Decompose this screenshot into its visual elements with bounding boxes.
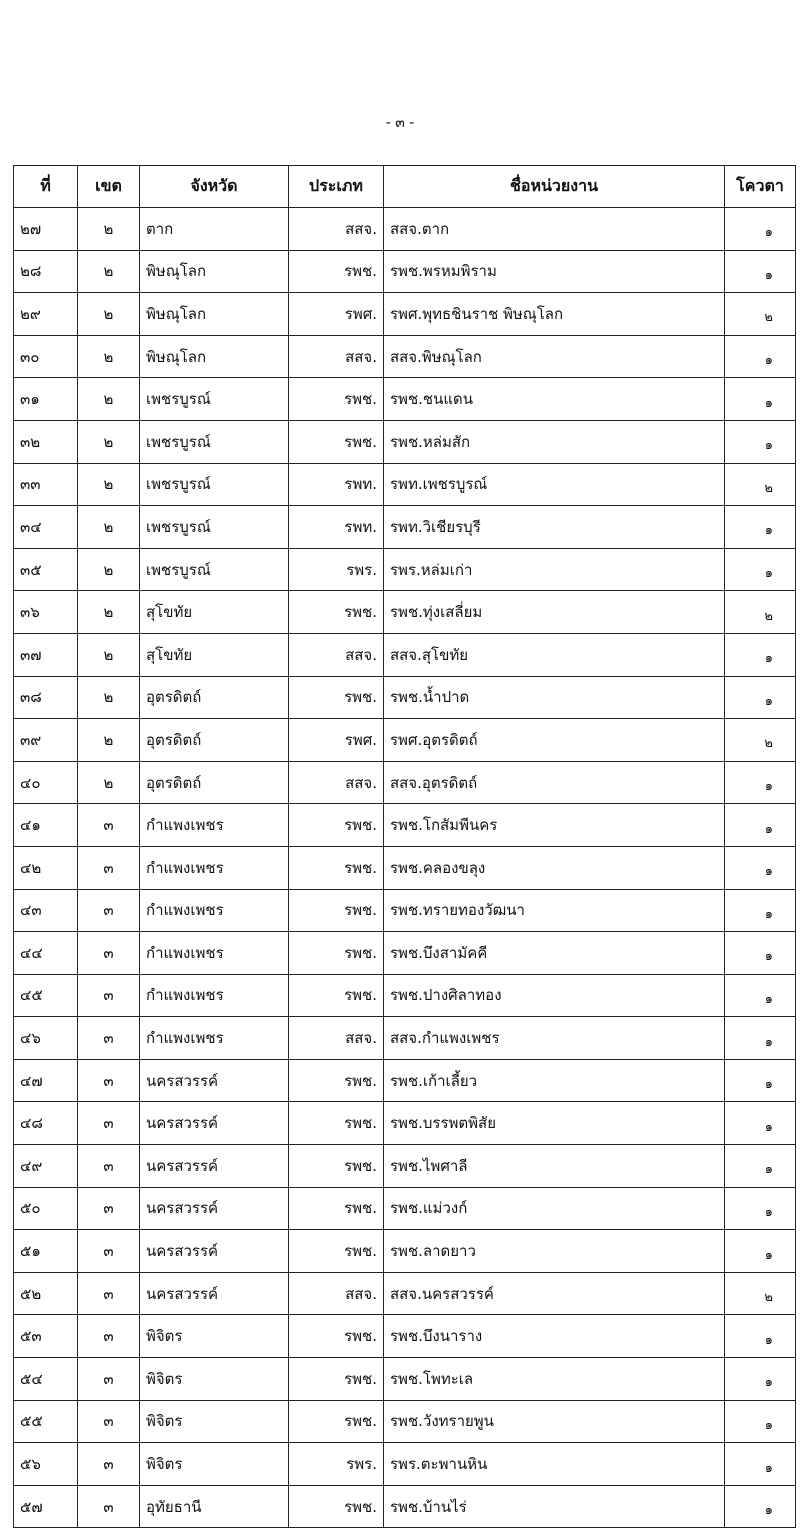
table-header-row	[14, 166, 796, 208]
quota-cell: ๑	[725, 932, 796, 975]
quota-cell: ๑	[725, 1102, 796, 1145]
row-number-cell: ๒๘	[14, 250, 78, 293]
unit-type-cell: รพช.	[289, 1145, 384, 1188]
region-cell: ๓	[78, 974, 140, 1017]
table-row	[14, 1272, 796, 1315]
quota-cell: ๑	[725, 506, 796, 549]
region-cell: ๓	[78, 1315, 140, 1358]
unit-type-cell: รพช.	[289, 804, 384, 847]
quota-cell: ๑	[725, 846, 796, 889]
unit-type-cell: รพช.	[289, 250, 384, 293]
unit-type-cell: รพช.	[289, 1358, 384, 1401]
table-row	[14, 1315, 796, 1358]
region-cell: ๒	[78, 506, 140, 549]
table-row	[14, 1145, 796, 1188]
unit-type-cell: รพช.	[289, 1059, 384, 1102]
region-cell: ๓	[78, 1017, 140, 1060]
table-row	[14, 676, 796, 719]
table-row	[14, 293, 796, 336]
unit-type-cell: รพศ.	[289, 293, 384, 336]
row-number-cell: ๕๓	[14, 1315, 78, 1358]
unit-type-cell: รพช.	[289, 932, 384, 975]
province-cell: อุตรดิตถ์	[140, 719, 289, 762]
province-cell: พิจิตร	[140, 1315, 289, 1358]
row-number-cell: ๓๓	[14, 463, 78, 506]
unit-name-cell: สสจ.ตาก	[384, 208, 725, 251]
row-number-cell: ๓๑	[14, 378, 78, 421]
table-row	[14, 1017, 796, 1060]
region-cell: ๒	[78, 761, 140, 804]
unit-name-cell: รพศ.อุตรดิตถ์	[384, 719, 725, 762]
row-number-cell: ๓๔	[14, 506, 78, 549]
province-cell: เพชรบูรณ์	[140, 506, 289, 549]
quota-cell: ๑	[725, 548, 796, 591]
region-cell: ๒	[78, 293, 140, 336]
region-cell: ๒	[78, 250, 140, 293]
province-cell: ตาก	[140, 208, 289, 251]
quota-cell: ๑	[725, 420, 796, 463]
unit-name-cell: รพร.ตะพานหิน	[384, 1443, 725, 1486]
row-number-cell: ๓๕	[14, 548, 78, 591]
region-cell: ๓	[78, 1230, 140, 1273]
province-cell: เพชรบูรณ์	[140, 378, 289, 421]
unit-name-cell: รพศ.พุทธชินราช พิษณุโลก	[384, 293, 725, 336]
unit-type-cell: สสจ.	[289, 208, 384, 251]
province-cell: กำแพงเพชร	[140, 1017, 289, 1060]
unit-name-cell: รพท.เพชรบูรณ์	[384, 463, 725, 506]
quota-cell: ๒	[725, 719, 796, 762]
table-row	[14, 420, 796, 463]
table-row	[14, 1400, 796, 1443]
unit-name-cell: รพช.บ้านไร่	[384, 1485, 725, 1528]
table-row	[14, 250, 796, 293]
unit-type-cell: สสจ.	[289, 335, 384, 378]
unit-type-cell: สสจ.	[289, 1272, 384, 1315]
table-row	[14, 932, 796, 975]
quota-cell: ๑	[725, 335, 796, 378]
unit-name-cell: รพช.คลองขลุง	[384, 846, 725, 889]
province-cell: พิษณุโลก	[140, 335, 289, 378]
region-cell: ๒	[78, 463, 140, 506]
region-cell: ๒	[78, 335, 140, 378]
table-row	[14, 1485, 796, 1528]
province-cell: เพชรบูรณ์	[140, 548, 289, 591]
unit-type-cell: รพช.	[289, 1315, 384, 1358]
unit-name-cell: รพช.ไพศาลี	[384, 1145, 725, 1188]
table-row	[14, 335, 796, 378]
table-row	[14, 1358, 796, 1401]
quota-cell: ๑	[725, 250, 796, 293]
unit-type-cell: รพช.	[289, 420, 384, 463]
row-number-cell: ๔๙	[14, 1145, 78, 1188]
header-region: เขต	[78, 166, 140, 208]
unit-name-cell: รพช.บรรพตพิสัย	[384, 1102, 725, 1145]
unit-name-cell: รพช.ลาดยาว	[384, 1230, 725, 1273]
row-number-cell: ๕๖	[14, 1443, 78, 1486]
province-cell: พิษณุโลก	[140, 293, 289, 336]
quota-cell: ๑	[725, 1230, 796, 1273]
region-cell: ๒	[78, 633, 140, 676]
province-cell: กำแพงเพชร	[140, 846, 289, 889]
province-cell: สุโขทัย	[140, 591, 289, 634]
table-row	[14, 974, 796, 1017]
row-number-cell: ๒๗	[14, 208, 78, 251]
province-cell: นครสวรรค์	[140, 1102, 289, 1145]
unit-type-cell: สสจ.	[289, 761, 384, 804]
unit-name-cell: รพช.น้ำปาด	[384, 676, 725, 719]
quota-cell: ๑	[725, 1187, 796, 1230]
unit-name-cell: สสจ.อุตรดิตถ์	[384, 761, 725, 804]
unit-type-cell: รพช.	[289, 1485, 384, 1528]
quota-cell: ๑	[725, 1485, 796, 1528]
province-cell: นครสวรรค์	[140, 1272, 289, 1315]
unit-name-cell: รพช.แม่วงก์	[384, 1187, 725, 1230]
region-cell: ๓	[78, 1272, 140, 1315]
unit-name-cell: รพช.หล่มสัก	[384, 420, 725, 463]
unit-name-cell: รพช.เก้าเลี้ยว	[384, 1059, 725, 1102]
quota-cell: ๒	[725, 591, 796, 634]
row-number-cell: ๕๐	[14, 1187, 78, 1230]
province-cell: พิจิตร	[140, 1443, 289, 1486]
region-cell: ๓	[78, 1485, 140, 1528]
region-cell: ๓	[78, 804, 140, 847]
quota-cell: ๑	[725, 633, 796, 676]
row-number-cell: ๕๗	[14, 1485, 78, 1528]
quota-cell: ๑	[725, 1017, 796, 1060]
quota-table	[13, 165, 796, 1528]
region-cell: ๓	[78, 1059, 140, 1102]
province-cell: พิจิตร	[140, 1358, 289, 1401]
quota-cell: ๑	[725, 974, 796, 1017]
row-number-cell: ๔๐	[14, 761, 78, 804]
table-row	[14, 1102, 796, 1145]
table-row	[14, 506, 796, 549]
unit-type-cell: รพร.	[289, 548, 384, 591]
province-cell: อุตรดิตถ์	[140, 676, 289, 719]
region-cell: ๒	[78, 548, 140, 591]
region-cell: ๓	[78, 846, 140, 889]
row-number-cell: ๓๖	[14, 591, 78, 634]
header-type: ประเภท	[289, 166, 384, 208]
header-no: ที่	[14, 166, 78, 208]
row-number-cell: ๔๑	[14, 804, 78, 847]
table-row	[14, 846, 796, 889]
province-cell: พิษณุโลก	[140, 250, 289, 293]
quota-cell: ๑	[725, 804, 796, 847]
unit-type-cell: รพร.	[289, 1443, 384, 1486]
table-row	[14, 591, 796, 634]
region-cell: ๒	[78, 378, 140, 421]
unit-name-cell: รพช.ทุ่งเสลี่ยม	[384, 591, 725, 634]
region-cell: ๒	[78, 420, 140, 463]
unit-name-cell: รพช.พรหมพิราม	[384, 250, 725, 293]
unit-type-cell: รพช.	[289, 1102, 384, 1145]
unit-type-cell: รพช.	[289, 846, 384, 889]
header-unit-name: ชื่อหน่วยงาน	[384, 166, 725, 208]
province-cell: นครสวรรค์	[140, 1187, 289, 1230]
unit-type-cell: รพท.	[289, 463, 384, 506]
table-row	[14, 548, 796, 591]
region-cell: ๓	[78, 932, 140, 975]
row-number-cell: ๓๘	[14, 676, 78, 719]
page-number: - ๓ -	[385, 115, 415, 131]
unit-name-cell: รพช.ทรายทองวัฒนา	[384, 889, 725, 932]
quota-cell: ๑	[725, 889, 796, 932]
unit-name-cell: รพช.บึงนาราง	[384, 1315, 725, 1358]
province-cell: พิจิตร	[140, 1400, 289, 1443]
row-number-cell: ๕๕	[14, 1400, 78, 1443]
row-number-cell: ๓๙	[14, 719, 78, 762]
table-row	[14, 1187, 796, 1230]
region-cell: ๒	[78, 591, 140, 634]
row-number-cell: ๓๒	[14, 420, 78, 463]
unit-name-cell: สสจ.สุโขทัย	[384, 633, 725, 676]
province-cell: สุโขทัย	[140, 633, 289, 676]
quota-cell: ๑	[725, 761, 796, 804]
table-row	[14, 633, 796, 676]
row-number-cell: ๓๐	[14, 335, 78, 378]
row-number-cell: ๔๘	[14, 1102, 78, 1145]
region-cell: ๓	[78, 1358, 140, 1401]
table-row	[14, 761, 796, 804]
table-row	[14, 1059, 796, 1102]
region-cell: ๓	[78, 1145, 140, 1188]
quota-cell: ๑	[725, 378, 796, 421]
quota-cell: ๑	[725, 1145, 796, 1188]
header-quota: โควตา	[725, 166, 796, 208]
row-number-cell: ๓๗	[14, 633, 78, 676]
province-cell: กำแพงเพชร	[140, 974, 289, 1017]
row-number-cell: ๕๒	[14, 1272, 78, 1315]
row-number-cell: ๕๑	[14, 1230, 78, 1273]
unit-name-cell: สสจ.นครสวรรค์	[384, 1272, 725, 1315]
unit-type-cell: รพท.	[289, 506, 384, 549]
province-cell: กำแพงเพชร	[140, 889, 289, 932]
quota-cell: ๒	[725, 1272, 796, 1315]
region-cell: ๓	[78, 1400, 140, 1443]
table-row	[14, 1230, 796, 1273]
unit-name-cell: รพช.วังทรายพูน	[384, 1400, 725, 1443]
unit-name-cell: รพช.บึงสามัคคี	[384, 932, 725, 975]
unit-name-cell: รพท.วิเชียรบุรี	[384, 506, 725, 549]
quota-cell: ๑	[725, 1059, 796, 1102]
unit-type-cell: รพช.	[289, 1187, 384, 1230]
province-cell: นครสวรรค์	[140, 1059, 289, 1102]
province-cell: กำแพงเพชร	[140, 932, 289, 975]
table-row	[14, 889, 796, 932]
unit-name-cell: สสจ.กำแพงเพชร	[384, 1017, 725, 1060]
region-cell: ๒	[78, 676, 140, 719]
province-cell: กำแพงเพชร	[140, 804, 289, 847]
unit-name-cell: รพช.ปางศิลาทอง	[384, 974, 725, 1017]
quota-cell: ๒	[725, 293, 796, 336]
table-row	[14, 463, 796, 506]
unit-type-cell: รพช.	[289, 1230, 384, 1273]
province-cell: นครสวรรค์	[140, 1230, 289, 1273]
unit-name-cell: สสจ.พิษณุโลก	[384, 335, 725, 378]
quota-cell: ๑	[725, 1358, 796, 1401]
table-row	[14, 208, 796, 251]
quota-cell: ๒	[725, 463, 796, 506]
unit-type-cell: รพช.	[289, 1400, 384, 1443]
province-cell: เพชรบูรณ์	[140, 420, 289, 463]
row-number-cell: ๔๓	[14, 889, 78, 932]
unit-type-cell: รพศ.	[289, 719, 384, 762]
unit-type-cell: สสจ.	[289, 633, 384, 676]
unit-name-cell: รพช.โพทะเล	[384, 1358, 725, 1401]
unit-name-cell: รพช.ชนแดน	[384, 378, 725, 421]
province-cell: อุทัยธานี	[140, 1485, 289, 1528]
unit-name-cell: รพร.หล่มเก่า	[384, 548, 725, 591]
quota-cell: ๑	[725, 1400, 796, 1443]
unit-type-cell: รพช.	[289, 676, 384, 719]
table-row	[14, 719, 796, 762]
row-number-cell: ๔๖	[14, 1017, 78, 1060]
region-cell: ๒	[78, 719, 140, 762]
region-cell: ๓	[78, 1187, 140, 1230]
row-number-cell: ๔๕	[14, 974, 78, 1017]
unit-type-cell: รพช.	[289, 378, 384, 421]
province-cell: นครสวรรค์	[140, 1145, 289, 1188]
unit-type-cell: รพช.	[289, 974, 384, 1017]
region-cell: ๓	[78, 889, 140, 932]
region-cell: ๓	[78, 1443, 140, 1486]
quota-cell: ๑	[725, 1315, 796, 1358]
header-province: จังหวัด	[140, 166, 289, 208]
unit-type-cell: รพช.	[289, 591, 384, 634]
quota-cell: ๑	[725, 208, 796, 251]
table-row	[14, 1443, 796, 1486]
unit-type-cell: รพช.	[289, 889, 384, 932]
row-number-cell: ๔๗	[14, 1059, 78, 1102]
region-cell: ๒	[78, 208, 140, 251]
row-number-cell: ๒๙	[14, 293, 78, 336]
table-row	[14, 804, 796, 847]
quota-cell: ๑	[725, 1443, 796, 1486]
table-row	[14, 378, 796, 421]
region-cell: ๓	[78, 1102, 140, 1145]
province-cell: เพชรบูรณ์	[140, 463, 289, 506]
unit-name-cell: รพช.โกสัมพีนคร	[384, 804, 725, 847]
unit-type-cell: สสจ.	[289, 1017, 384, 1060]
row-number-cell: ๔๒	[14, 846, 78, 889]
row-number-cell: ๕๔	[14, 1358, 78, 1401]
province-cell: อุตรดิตถ์	[140, 761, 289, 804]
quota-cell: ๑	[725, 676, 796, 719]
row-number-cell: ๔๔	[14, 932, 78, 975]
